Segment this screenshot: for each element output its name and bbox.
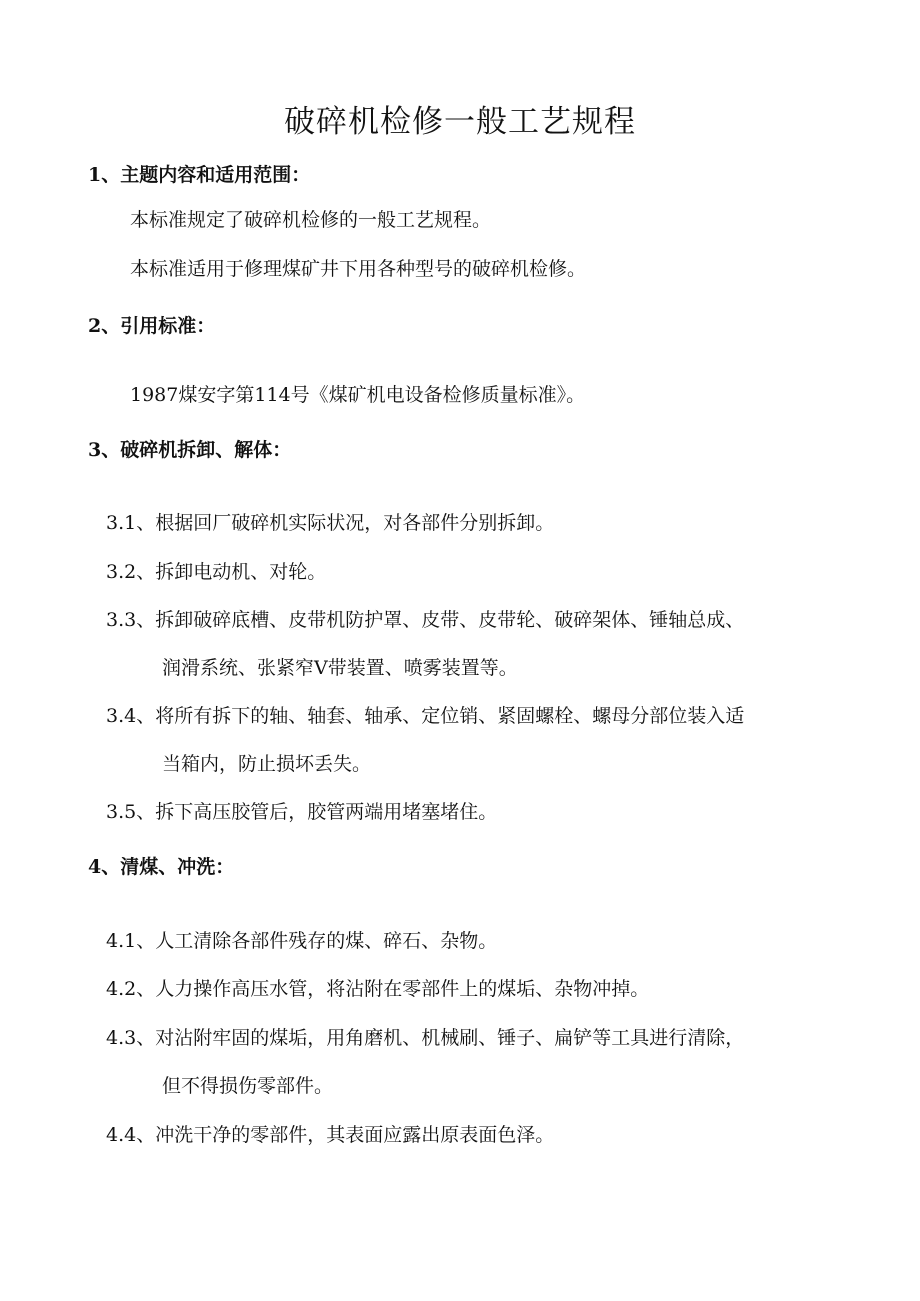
paragraph: 本标准适用于修理煤矿井下用各种型号的破碎机检修。 (130, 258, 587, 280)
section-heading-3: 3、破碎机拆卸、解体： (88, 439, 292, 461)
document-title: 破碎机检修一般工艺规程 (284, 104, 636, 140)
list-item-continuation: 润滑系统、张紧窄V带装置、喷雾装置等。 (162, 657, 518, 679)
list-item-continuation: 当箱内，防止损坏丢失。 (162, 753, 372, 775)
list-item: 3.3、拆卸破碎底槽、皮带机防护罩、皮带、皮带轮、破碎架体、锤轴总成、 (106, 609, 745, 631)
list-item: 4.2、人力操作高压水管，将沾附在零部件上的煤垢、杂物冲掉。 (106, 978, 650, 1000)
section-heading-2: 2、引用标准： (88, 315, 216, 337)
list-item-continuation: 但不得损伤零部件。 (162, 1075, 334, 1097)
list-item: 4.1、人工清除各部件残存的煤、碎石、杂物。 (106, 930, 498, 952)
section-heading-1: 1、主题内容和适用范围： (88, 164, 311, 186)
list-item: 3.1、根据回厂破碎机实际状况，对各部件分别拆卸。 (106, 512, 555, 534)
list-item: 3.4、将所有拆下的轴、轴套、轴承、定位销、紧固螺栓、螺母分部位装入适 (106, 705, 745, 727)
list-item: 4.4、冲洗干净的零部件，其表面应露出原表面色泽。 (106, 1124, 555, 1146)
list-item: 3.2、拆卸电动机、对轮。 (106, 561, 327, 583)
section-heading-4: 4、清煤、冲洗： (88, 856, 235, 878)
paragraph: 本标准规定了破碎机检修的一般工艺规程。 (130, 209, 492, 231)
list-item: 3.5、拆下高压胶管后，胶管两端用堵塞堵住。 (106, 801, 498, 823)
list-item: 4.3、对沾附牢固的煤垢，用角磨机、机械刷、锤子、扁铲等工具进行清除， (106, 1027, 745, 1049)
paragraph: 1987煤安字第114号《煤矿机电设备检修质量标准》。 (130, 384, 586, 406)
